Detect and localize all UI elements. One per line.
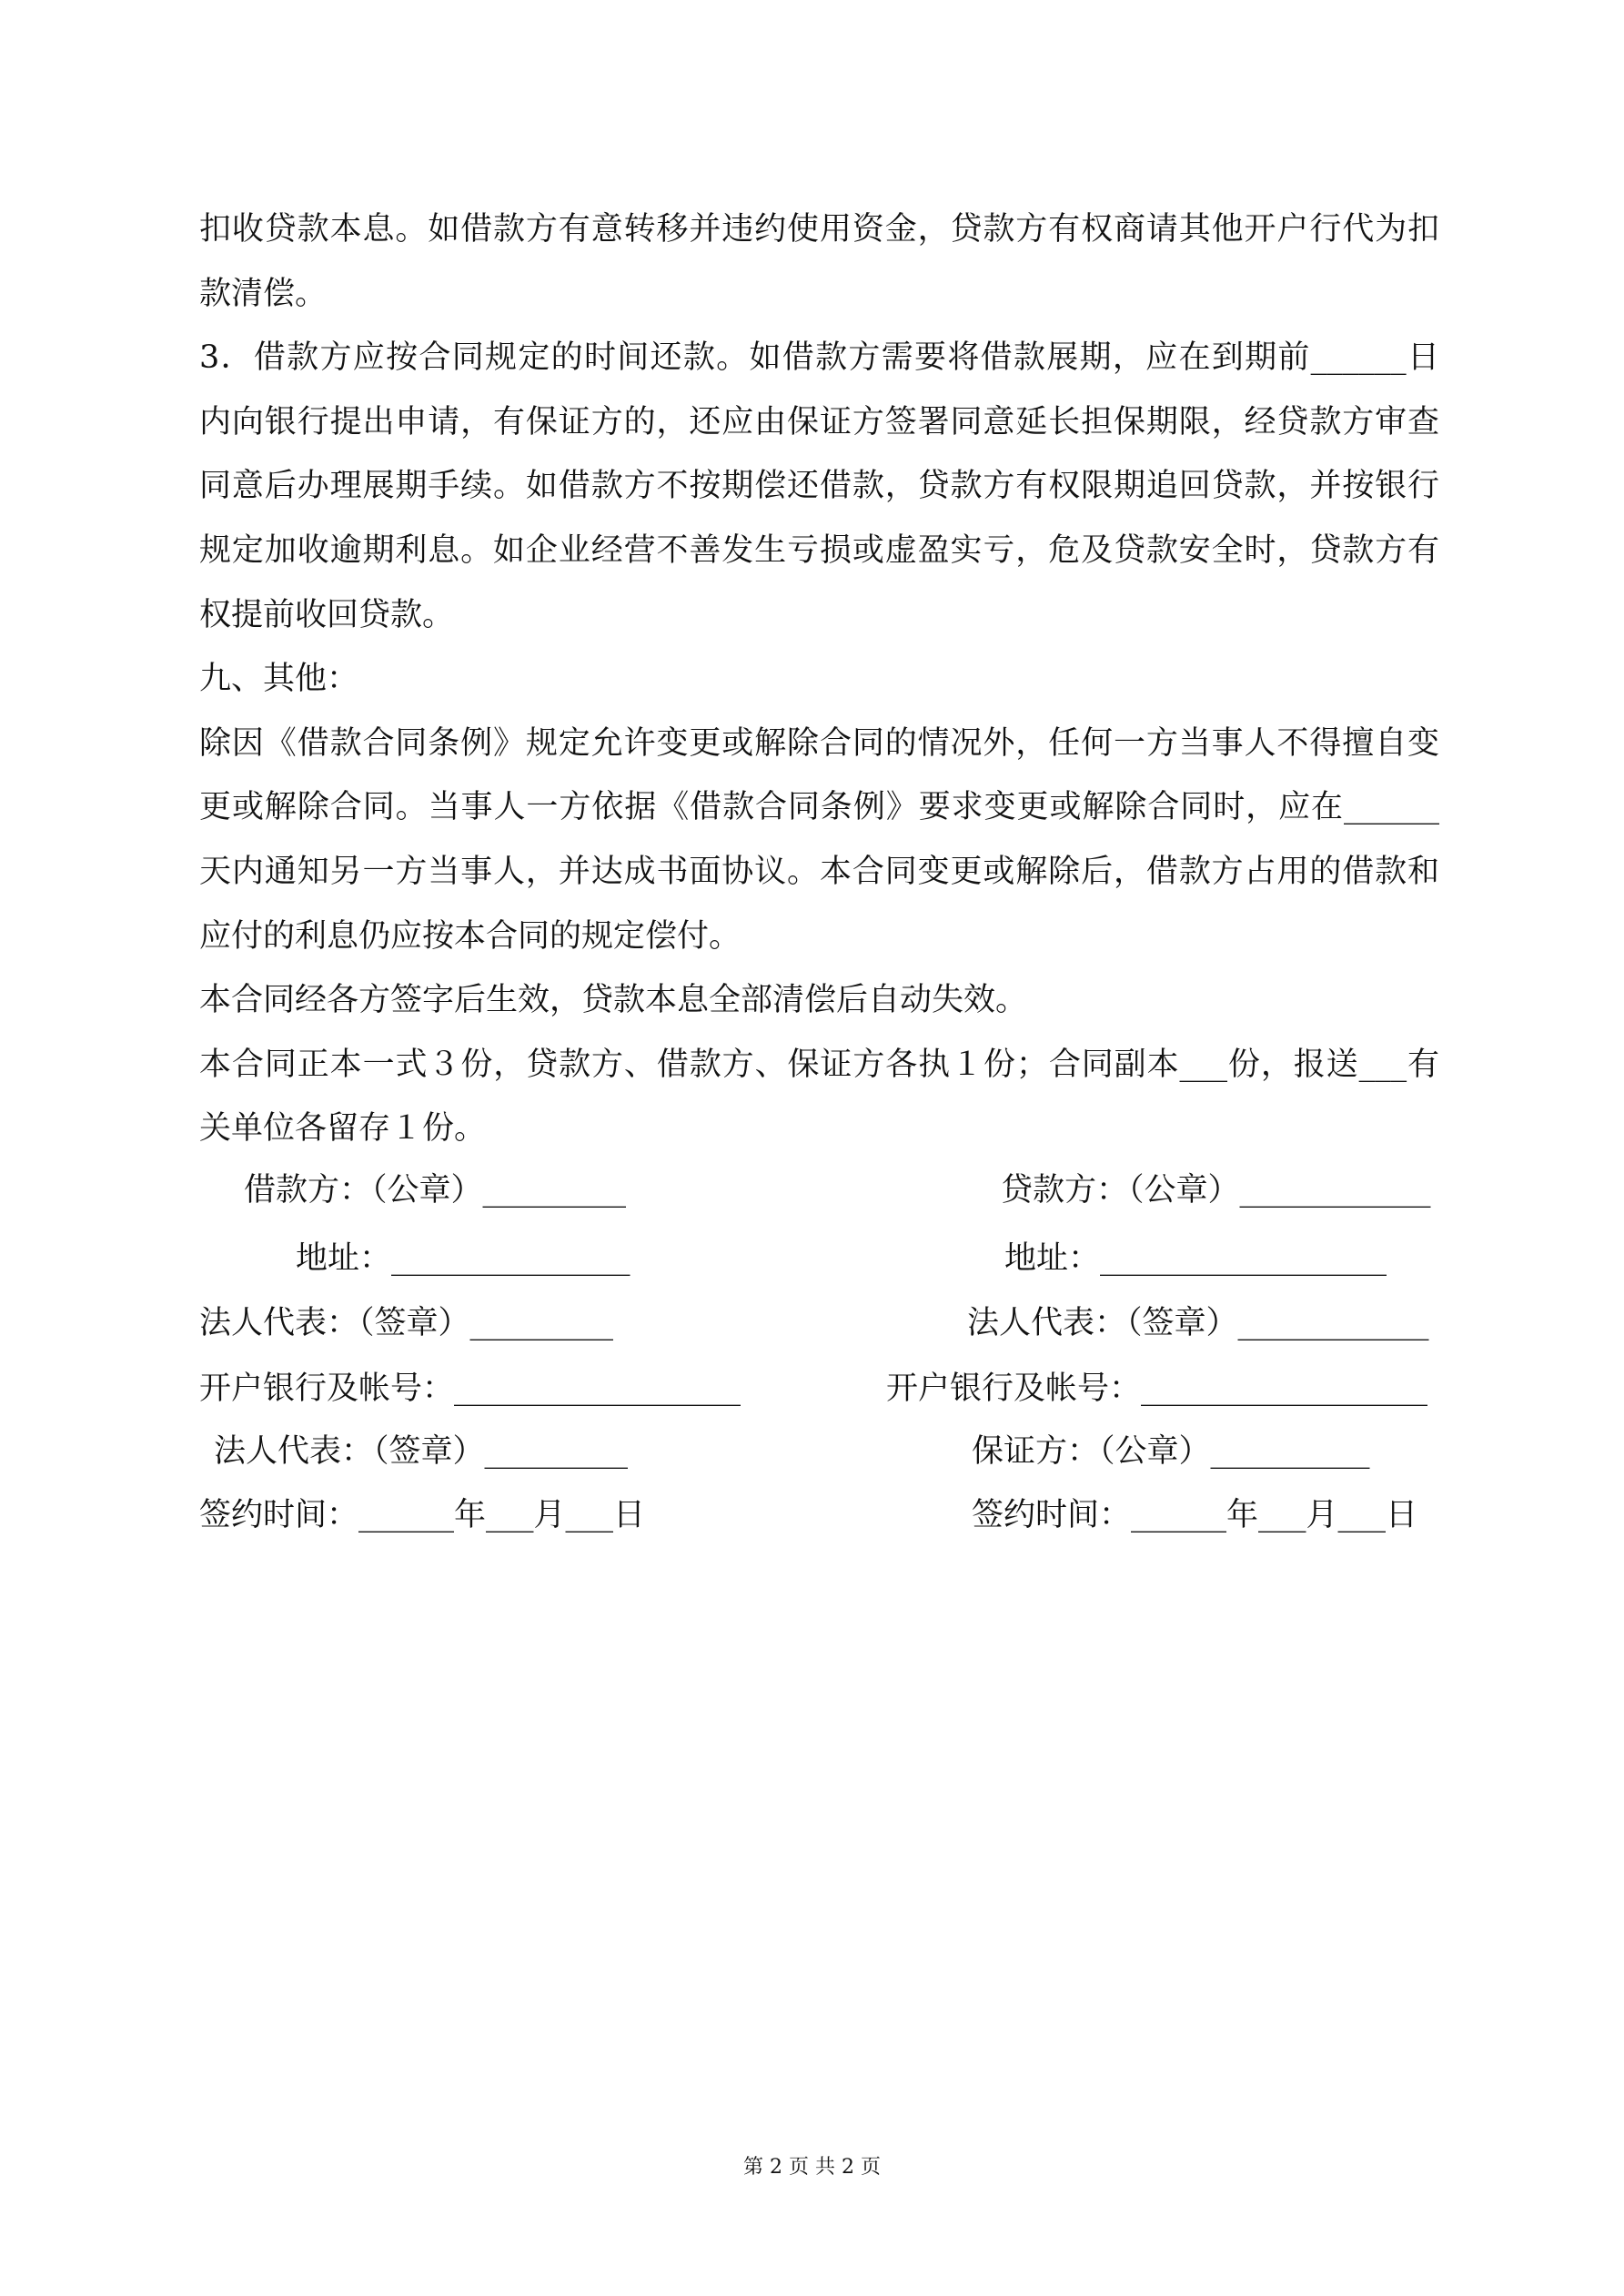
borrower-address-field: 地址：_______________ [296,1240,630,1277]
borrower-seal-field: 借款方：（公章）_________ [244,1172,627,1209]
borrower-sign-date-field: 签约时间：______年___月___日 [199,1497,646,1533]
lender-address-field: 地址：__________________ [1004,1240,1387,1277]
text-line: 同意后办理展期手续。如借款方不按期偿还借款，贷款方有权限期追回贷款，并按银行 [199,468,1439,505]
text-line: 内向银行提出申请，有保证方的，还应由保证方签署同意延长担保期限，经贷款方审查 [199,403,1439,440]
borrower-bank-account-field: 开户银行及帐号：__________________ [199,1371,741,1407]
text-line: 本合同经各方签字后生效，贷款本息全部清偿后自动失效。 [199,982,1028,1019]
contract-body [199,197,1439,1161]
text-line: 除因《借款合同条例》规定允许变更或解除合同的情况外，任何一方当事人不得擅自变 [199,724,1439,762]
text-line: 扣收贷款本息。如借款方有意转移并违约使用资金，贷款方有权商请其他开户行代为扣 [199,211,1439,248]
legal-rep-field: 法人代表：（签章）_________ [214,1433,629,1470]
page-number: 第 2 页 共 2 页 [743,2156,881,2179]
borrower-legal-rep-field: 法人代表：（签章）_________ [199,1305,614,1341]
lender-bank-account-field: 开户银行及帐号：__________________ [886,1371,1428,1407]
text-line: 权提前收回贷款。 [199,596,455,633]
text-line: 更或解除合同。当事人一方依据《借款合同条例》要求变更或解除合同时，应在______ [199,789,1439,826]
text-line: 本合同正本一式３份，贷款方、借款方、保证方各执１份；合同副本___份，报送___有 [199,1046,1439,1083]
lender-legal-rep-field: 法人代表：（签章）____________ [967,1305,1429,1341]
lender-sign-date-field: 签约时间：______年___月___日 [972,1497,1418,1533]
text-line: 关单位各留存１份。 [199,1110,487,1148]
text-line: 规定加收逾期利息。如企业经营不善发生亏损或虚盈实亏，危及贷款安全时，贷款方有 [199,531,1439,569]
text-line: 应付的利息仍应按本合同的规定偿付。 [199,917,741,955]
text-line: 天内通知另一方当事人，并达成书面协议。本合同变更或解除后，借款方占用的借款和 [199,853,1439,890]
text-line: 3．借款方应按合同规定的时间还款。如借款方需要将借款展期，应在到期前______日 [199,339,1439,377]
section-heading: 九、其他： [199,661,359,698]
lender-seal-field: 贷款方：（公章）____________ [1001,1172,1431,1209]
guarantor-seal-field: 保证方：（公章）__________ [972,1433,1370,1470]
text-line: 款清偿。 [199,275,328,312]
